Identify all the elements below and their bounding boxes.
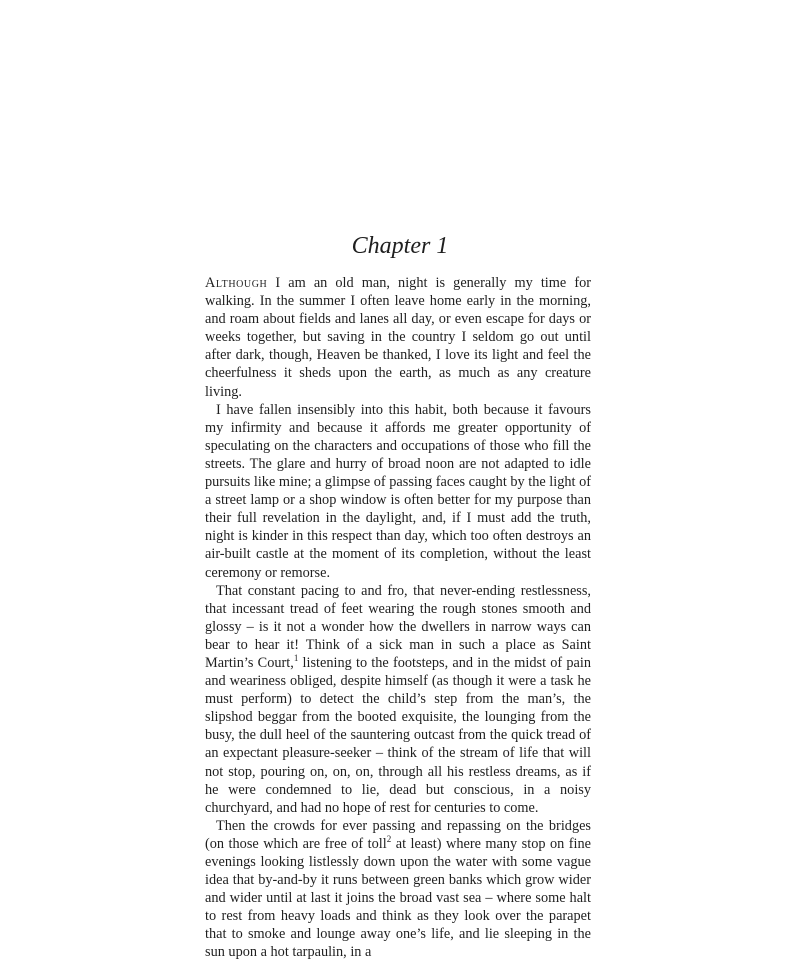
footnote-marker-2[interactable]: 2 — [386, 834, 392, 845]
paragraph-4-text-b: at least) where many stop on fine evenings looking listlessly down upon the water with some vague idea that by-and-by it runs between green banks which grow wider and wider until at last it joins the broad vast sea – where some halt to rest from heavy loads and think as they look over the parapet that to smoke and lounge away one’s life, and lie sleeping in the sun upon a hot tarpaulin, in a — [205, 835, 591, 961]
paragraph-3-text-a: That constant pacing to and fro, that never-ending restlessness, that incessant tread of feet wearing the rough stones smooth and glossy – is it not a wonder how the dwellers in narrow ways can bear to hear it! Think of a sick man in such a place as Saint Martin’s Court, — [205, 582, 591, 671]
body-text — [205, 274, 591, 962]
paragraph-1 — [205, 274, 591, 401]
chapter-title: Chapter 1 — [351, 233, 449, 259]
footnote-marker-1[interactable]: 1 — [293, 653, 299, 664]
paragraph-2 — [205, 401, 591, 582]
paragraph-3 — [205, 582, 591, 817]
paragraph-1-text: I am an old man, night is generally my time for walking. In the summer I often leave home early in the morning, and roam about fields and lanes all day, or even escape for days or weeks together, but saving in the country I seldom go out until after dark, though, Heaven be thanked, I love its light and feel the cheerfulness it sheds upon the earth, as much as any creature living. — [205, 275, 591, 400]
paragraph-4 — [205, 817, 591, 962]
drop-lead-word: Although — [205, 275, 268, 291]
paragraph-2-text: I have fallen insensibly into this habit, both because it favours my infirmity and because it affords me greater opportunity of speculating on the characters and occupations of those who fill the streets. The glare and hurry of broad noon are not adapted to idle pursuits like mine; a glimpse of passing faces caught by the light of a street lamp or a shop window is often better for my purpose than their full revelation in the daylight, and, if I must add the truth, night is kinder in this respect than day, which too often destroys an air-built castle at the moment of its completion, without the least ceremony or remorse. — [205, 401, 591, 581]
paragraph-3-text-b: listening to the footsteps, and in the midst of pain and weariness obliged, despite himself (as though it were a task he must perform) to detect the child’s step from the man’s, the slipshod beggar from the booted exquisite, the lounging from the busy, the dull heel of the sauntering outcast from the quick tread of an expectant pleasure-seeker – think of the stream of life that will not stop, pouring on, on, on, through all his restless dreams, as if he were condemned to lie, dead but conscious, in a noisy churchyard, and had no hope of rest for centuries to come. — [205, 654, 591, 816]
paragraph-4-text-a: Then the crowds for ever passing and repassing on the bridges (on those which are free of toll — [205, 817, 591, 852]
